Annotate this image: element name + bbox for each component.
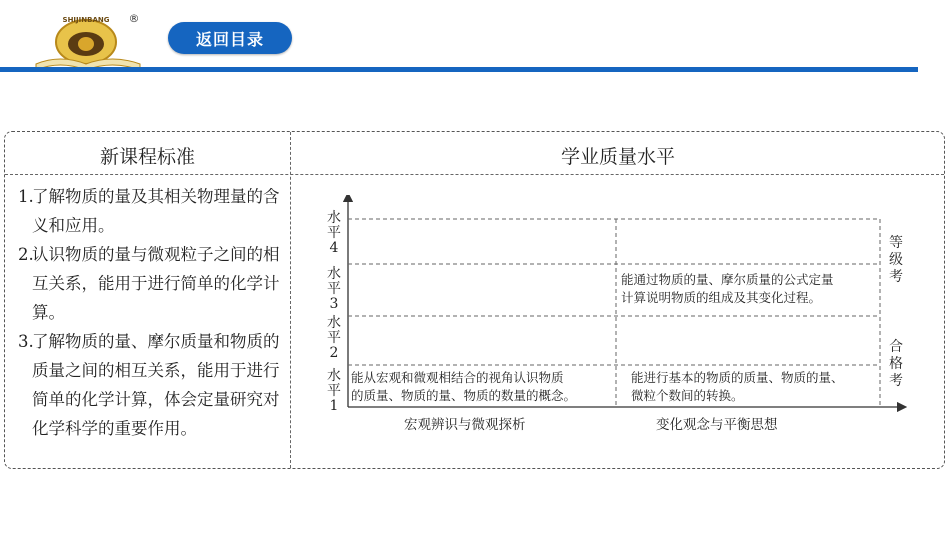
brand-logo [30,10,148,72]
qualifying-exam-label: 合 格 考 [889,339,903,389]
list-item: 1. 了解物质的量及其相关物理量的含义和应用。 [18,187,280,235]
quality-level-diagram [318,195,918,435]
header-divider [0,67,918,72]
level-1-macro-micro-cell: 能从宏观和微观相结合的视角认识物质 的质量、物质的量、物质的数量的概念。 [351,370,577,403]
header-row-divider [5,174,944,175]
level-1-change-concept-cell: 能进行基本的物质的质量、物质的量、 微粒个数间的转换。 [631,370,844,403]
level-3-label: 水平 3 [327,266,341,312]
standards-list [18,182,286,443]
column-divider [290,132,291,468]
logo-text: SHIJINBANG [62,16,110,24]
x-label-change-concept: 变化观念与平衡思想 [656,417,778,433]
back-to-contents-button[interactable]: 返回目录 [168,22,292,54]
level-2-label: 水平 2 [327,315,341,361]
level-1-label: 水平 1 [327,368,341,414]
level-3-change-concept-cell: 能通过物质的量、摩尔质量的公式定量 计算说明物质的组成及其变化过程。 [621,272,834,305]
curriculum-standard-heading: 新课程标准 [99,145,195,168]
level-4-label: 水平 4 [327,210,341,256]
x-label-macro-micro: 宏观辨识与微观探析 [404,417,526,433]
list-item: 3. 了解物质的量、摩尔质量和物质的质量之间的相互关系，能用于进行简单的化学计算，体会定量研究对化学科学的重要作用。 [18,332,280,438]
registered-mark: ® [128,12,140,25]
list-item: 2. 认识物质的量与微观粒子之间的相互关系，能用于进行简单的化学计算。 [18,245,280,322]
academic-quality-heading: 学业质量水平 [560,145,675,168]
graded-exam-label: 等 级 考 [889,235,903,285]
